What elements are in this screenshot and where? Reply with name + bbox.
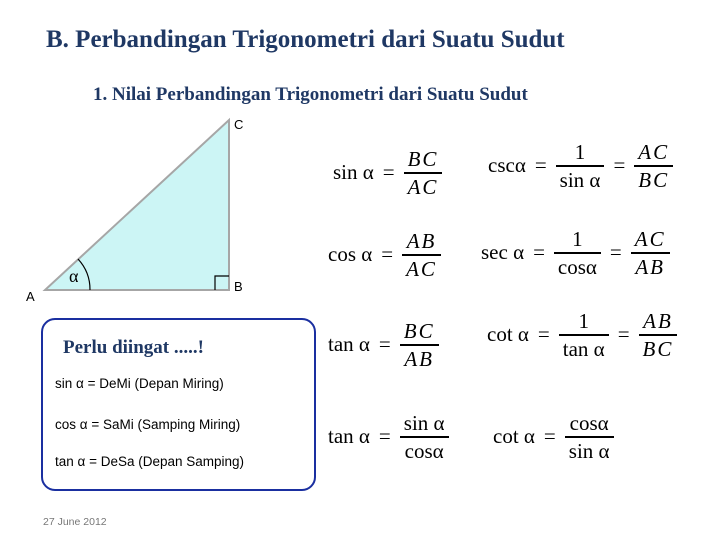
- vertex-b-label: B: [234, 279, 243, 294]
- triangle-shape: [45, 120, 229, 290]
- formula-sec: sec α = $\frac{1}{\cos\alpha}$ = $\frac{AC}{AB}$: [481, 226, 674, 280]
- formula-sin: sin α = $\frac{BC}{AC}$: [333, 146, 446, 200]
- vertex-c-label: C: [234, 117, 244, 132]
- formula-csc: cscα = $\frac{1}{\text{sin α}}$ = $\frac{AC}{BC}$: [488, 139, 677, 193]
- vertex-a-label: A: [26, 289, 35, 304]
- section-subtitle: 1. Nilai Perbandingan Trigonometri dari Suatu Sudut: [93, 84, 528, 105]
- formula-tan-sin-cos: tan α = $\frac{\text{sin α}}{\cos\alpha}$: [328, 410, 453, 464]
- page-title: B. Perbandingan Trigonometri dari Suatu Sudut: [46, 26, 565, 53]
- formula-cos: cos α = $\frac{AB}{AC}$: [328, 228, 445, 282]
- rule-tan: tan α = DeSa (Depan Samping): [55, 454, 245, 469]
- rule-sin: sin α = DeMi (Depan Miring): [55, 376, 224, 391]
- formula-tan: tan α = $\frac{BC}{AB}$: [328, 318, 443, 372]
- formula-cot-cos-sin: cot α = $\frac{\cos\alpha}{\text{sin α}}$: [493, 410, 618, 464]
- rule-cos: cos α = SaMi (Samping Miring): [55, 417, 241, 432]
- reminder-heading: Perlu diingat .....!: [63, 337, 204, 358]
- formula-cot: cot α = $\frac{1}{\text{tan α}}$ = $\frac{AB}{BC}$: [487, 308, 681, 362]
- angle-alpha-label: α: [69, 266, 79, 286]
- slide-date: 27 June 2012: [43, 516, 107, 528]
